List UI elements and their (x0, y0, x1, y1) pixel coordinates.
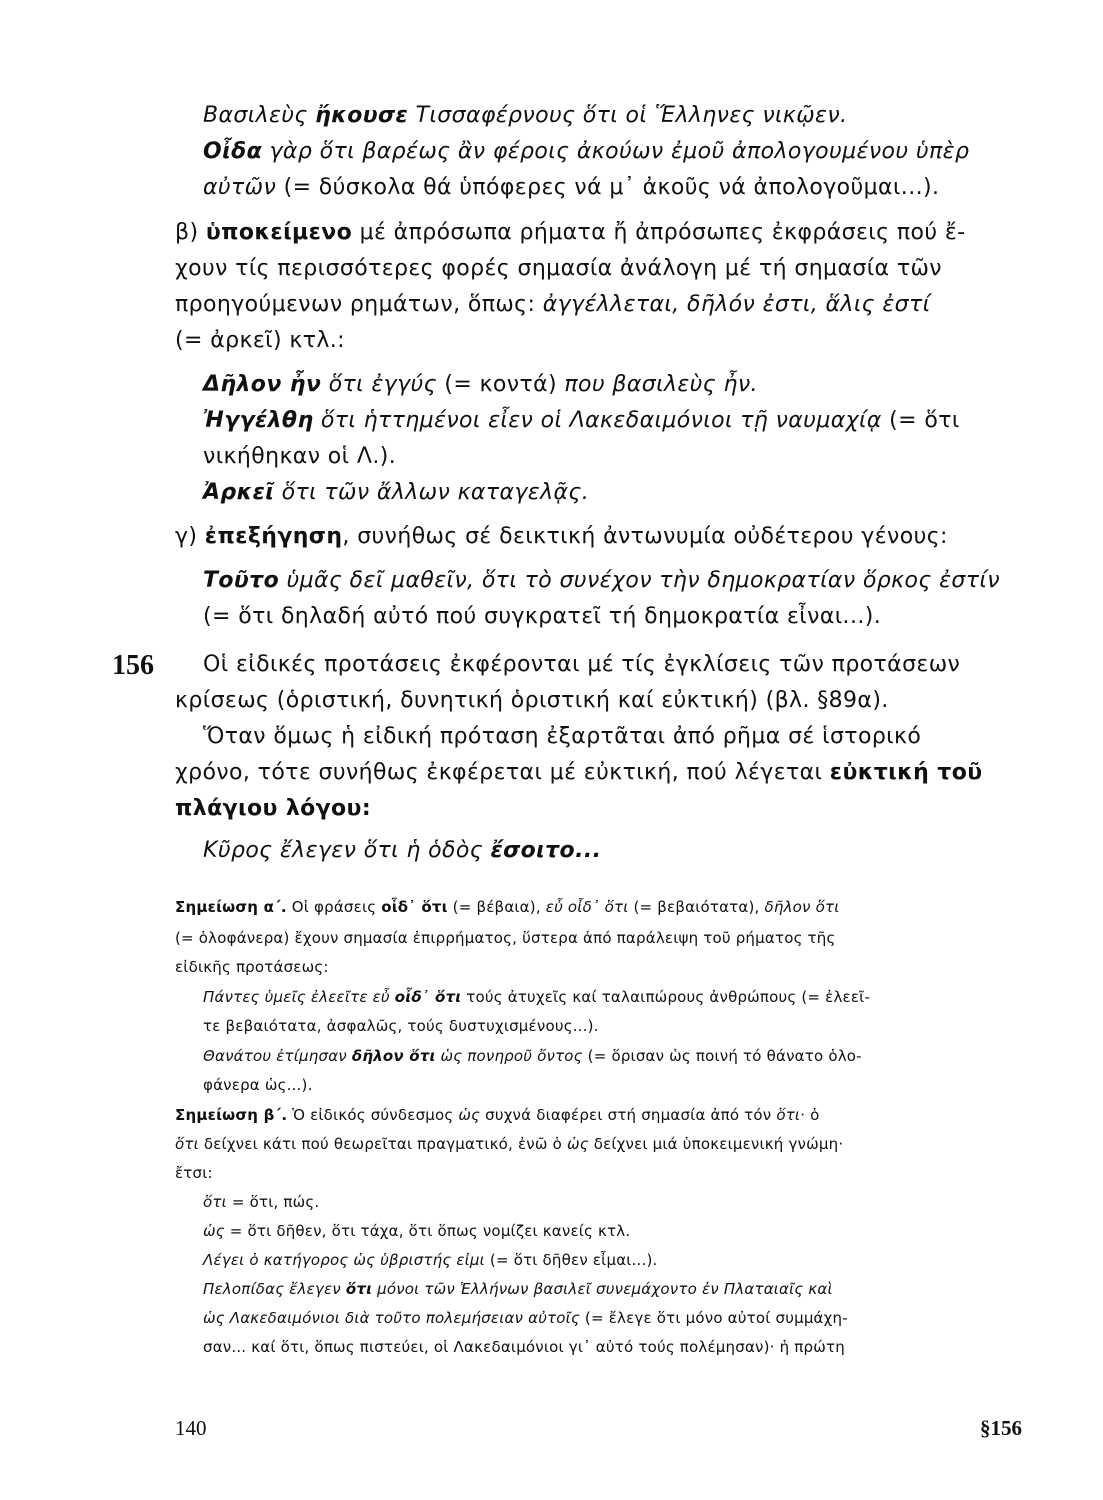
note-line: Λέγει ὁ κατήγορος ὡς ὑβριστής εἰμι (= ὅτι δῆθεν εἶμαι...). (203, 1251, 658, 1269)
paragraph-line: γ) ἐπεξήγηση, συνήθως σέ δεικτική ἀντωνυμία οὐδέτερου γένους: (175, 524, 948, 549)
paragraph-line: Οἱ εἰδικές προτάσεις ἐκφέρονται μέ τίς ἐγκλίσεις τῶν προτάσεων (203, 652, 961, 677)
page-number: 140 (175, 1416, 207, 1440)
note-line: ὡς = ὅτι δῆθεν, ὅτι τάχα, ὅτι ὅπως νομίζει κανείς κτλ. (203, 1222, 631, 1240)
paragraph-line: κρίσεως (ὁριστική, δυνητική ὁριστική καί εὐκτική) (βλ. §89α). (175, 688, 889, 713)
note-line: Θανάτου ἐτίμησαν δῆλον ὅτι ὡς πονηροῦ ὄντος (= ὅρισαν ὡς ποινή τό θάνατο ὁλο- (203, 1047, 862, 1065)
example-line: Τοῦτο ὑμᾶς δεῖ μαθεῖν, ὅτι τὸ συνέχον τὴν δημοκρατίαν ὅρκος ἐστίν (203, 568, 1000, 593)
paragraph-line: Ὅταν ὅμως ἡ εἰδική πρόταση ἐξαρτᾶται ἀπό ρῆμα σέ ἱστορικό (203, 724, 922, 749)
paragraph-line: β) ὑποκείμενο μέ ἀπρόσωπα ρήματα ἤ ἀπρόσωπες ἐκφράσεις πού ἔ- (175, 220, 966, 245)
example-line: Δῆλον ἦν ὅτι ἐγγύς (= κοντά) που βασιλεὺς ἦν. (203, 372, 758, 397)
example-line: Ἀρκεῖ ὅτι τῶν ἄλλων καταγελᾷς. (203, 480, 590, 505)
example-line: Κῦρος ἔλεγεν ὅτι ἡ ὁδὸς ἔσοιτο... (203, 838, 602, 863)
paragraph-line: χουν τίς περισσότερες φορές σημασία ἀνάλογη μέ τή σημασία τῶν (175, 256, 942, 281)
note-line: τε βεβαιότατα, ἀσφαλῶς, τούς δυστυχισμένους...). (203, 1017, 599, 1035)
note-line: ἔτσι: (175, 1164, 213, 1182)
note-line: Πελοπίδας ἔλεγεν ὅτι μόνοι τῶν Ἑλλήνων βασιλεῖ συνεμάχοντο ἐν Πλαταιαῖς καὶ (203, 1280, 833, 1298)
example-line: νικήθηκαν οἱ Λ.). (203, 444, 397, 469)
paragraph-line: χρόνο, τότε συνήθως ἐκφέρεται μέ εὐκτική, πού λέγεται εὐκτική τοῦ (175, 760, 983, 785)
example-line: Βασιλεὺς ἤκουσε Τισσαφέρνους ὅτι οἱ Ἕλληνες νικῷεν. (203, 103, 848, 128)
note-line: (= ὁλοφάνερα) ἔχουν σημασία ἐπιρρήματος, ὕστερα ἀπό παράλειψη τοῦ ρήματος τῆς (175, 929, 836, 947)
note-line: Πάντες ὑμεῖς ἐλεεῖτε εὖ οἶδ᾿ ὅτι τούς ἀτυχεῖς καί ταλαιπώρους ἀνθρώπους (= ἐλεεῖ- (203, 988, 871, 1006)
paragraph-line: (= ἀρκεῖ) κτλ.: (175, 328, 345, 353)
note-line: εἰδικῆς προτάσεως: (175, 958, 329, 976)
example-line: Οἶδα γὰρ ὅτι βαρέως ἂν φέροις ἀκούων ἐμοῦ ἀπολογουμένου ὑπὲρ (203, 139, 970, 164)
note-line: σαν... καί ὅτι, ὅπως πιστεύει, οἱ Λακεδαιμόνιοι γι᾿ αὐτό τούς πολέμησαν)· ἡ πρώτη (203, 1338, 845, 1356)
example-line: Ἠγγέλθη ὅτι ἡττημένοι εἶεν οἱ Λακεδαιμόνιοι τῇ ναυμαχίᾳ (= ὅτι (203, 408, 960, 433)
example-line: αὐτῶν (= δύσκολα θά ὑπόφερες νά μ᾿ ἀκοῦς νά ἀπολογοῦμαι...). (203, 175, 940, 200)
section-reference: §156 (980, 1416, 1022, 1440)
note-line: ὅτι δείχνει κάτι πού θεωρεῖται πραγματικό, ἐνῶ ὁ ὡς δείχνει μιά ὑποκειμενική γνώμη· (175, 1135, 844, 1153)
note-line: Σημείωση α΄. Οἱ φράσεις οἶδ᾿ ὅτι (= βέβαια), εὖ οἶδ᾿ ὅτι (= βεβαιότατα), δῆλον ὅτι (175, 898, 840, 916)
note-line: ὡς Λακεδαιμόνιοι διὰ τοῦτο πολεμήσειαν αὐτοῖς (= ἔλεγε ὅτι μόνο αὐτοί συμμάχη- (203, 1309, 848, 1327)
note-line: ὅτι = ὅτι, πώς. (203, 1193, 320, 1211)
paragraph-line: προηγούμενων ρημάτων, ὅπως: ἀγγέλλεται, δῆλόν ἐστι, ἅλις ἐστί (175, 292, 931, 317)
note-line: Σημείωση β΄. Ὁ εἰδικός σύνδεσμος ὡς συχνά διαφέρει στή σημασία ἀπό τόν ὅτι· ὁ (175, 1106, 820, 1124)
note-line: φάνερα ὡς...). (203, 1076, 313, 1094)
section-number: 156 (112, 650, 154, 681)
paragraph-line: πλάγιου λόγου: (175, 796, 372, 821)
example-line: (= ὅτι δηλαδή αὐτό πού συγκρατεῖ τή δημοκρατία εἶναι...). (203, 604, 882, 629)
